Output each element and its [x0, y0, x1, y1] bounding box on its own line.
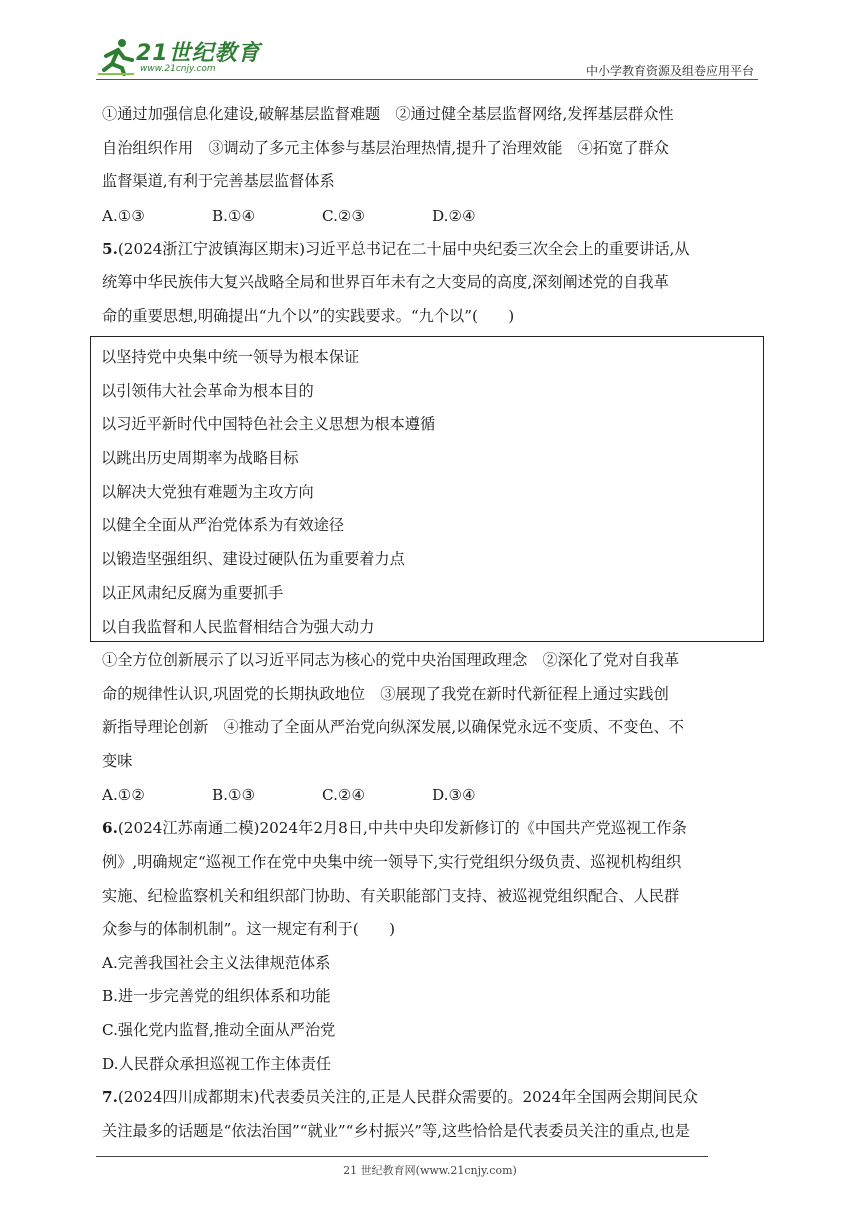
q5-option-b: B.①③	[212, 786, 256, 805]
question-content	[102, 98, 762, 334]
q5-stem-line: 5.(2024浙江宁波镇海区期末)习近平总书记在二十届中央纪委三次全会上的重要讲话,从	[102, 239, 690, 258]
box-item: 以正风肃纪反腐为重要抓手	[101, 583, 284, 602]
box-item: 以锻造坚强组织、建设过硬队伍为重要着力点	[101, 550, 405, 569]
q6-stem-line: 实施、纪检监察机关和组织部门协助、有关职能部门支持、被巡视党组织配合、人民群	[102, 886, 680, 905]
question-content-continued	[102, 644, 762, 1148]
q5-stem-line: 命的重要思想,明确提出“九个以”的实践要求。“九个以”( )	[102, 306, 515, 325]
q5-number: 5.	[102, 239, 118, 258]
q6-number: 6.	[102, 819, 118, 838]
q4-option-a: A.①③	[102, 206, 146, 225]
q5-option-c: C.②④	[322, 786, 366, 805]
q7-stem-line: 关注最多的话题是“依法治国”“就业”“乡村振兴”等,这些恰恰是代表委员关注的重点,也是	[102, 1121, 690, 1140]
q4-option-d: D.②④	[432, 206, 476, 225]
q4-statement-line: 监督渠道,有利于完善基层监督体系	[102, 172, 335, 191]
q5-statement-line: 变味	[102, 751, 133, 770]
q5-option-a: A.①②	[102, 786, 146, 805]
q5-statement-line: 新指导理论创新 ④推动了全面从严治党向纵深发展,以确保党永远不变质、不变色、不	[102, 718, 684, 737]
logo-text: 21世纪教育	[136, 41, 261, 66]
q5-statement-line: ①全方位创新展示了以习近平同志为核心的党中央治国理政理念 ②深化了党对自我革	[102, 651, 680, 669]
q7-number: 7.	[102, 1088, 118, 1107]
q5-option-d: D.③④	[432, 786, 476, 805]
box-item: 以跳出历史周期率为战略目标	[101, 449, 299, 468]
header-divider	[96, 79, 758, 80]
platform-name: 中小学教育资源及组卷应用平台	[585, 64, 754, 78]
runner-logo-icon	[96, 36, 136, 76]
q6-stem-line: 例》,明确规定“巡视工作在党中央集中统一领导下,实行党组织分级负责、巡视机构组织	[102, 852, 682, 871]
q6-option-a: A.完善我国社会主义法律规范体系	[102, 953, 331, 972]
q5-stem-line: 统筹中华民族伟大复兴战略全局和世界百年未有之大变局的高度,深刻阐述党的自我革	[102, 273, 669, 292]
q6-stem-line: 6.(2024江苏南通二模)2024年2月8日,中共中央印发新修订的《中国共产党巡视工作条	[102, 819, 687, 838]
q6-option-c: C.强化党内监督,推动全面从严治党	[102, 1020, 336, 1039]
q6-stem-line: 众参与的体制机制”。这一规定有利于( )	[102, 920, 395, 939]
box-item: 以习近平新时代中国特色社会主义思想为根本遵循	[101, 415, 436, 434]
box-item: 以解决大党独有难题为主攻方向	[101, 482, 314, 501]
q4-option-c: C.②③	[322, 206, 366, 225]
q5-options	[102, 778, 762, 812]
q7-stem-line: 7.(2024四川成都期末)代表委员关注的,正是人民群众需要的。2024年全国两会期间民众	[102, 1088, 698, 1107]
page-header	[96, 30, 758, 82]
q6-option-b: B.进一步完善党的组织体系和功能	[102, 987, 331, 1006]
q5-statement-line: 命的规律性认识,巩固党的长期执政地位 ③展现了我党在新时代新征程上通过实践创	[102, 684, 669, 703]
q6-option-d: D.人民群众承担巡视工作主体责任	[102, 1054, 332, 1073]
q4-statement-line: 自治组织作用 ③调动了多元主体参与基层治理热情,提升了治理效能 ④拓宽了群众	[102, 138, 669, 157]
q4-option-b: B.①④	[212, 206, 256, 225]
box-item: 以自我监督和人民监督相结合为强大动力	[101, 617, 375, 636]
logo-url: www.21cnjy.com	[140, 64, 216, 74]
box-item: 以引领伟大社会革命为根本目的	[101, 381, 314, 400]
footer-divider	[96, 1156, 708, 1157]
logo	[96, 34, 266, 78]
q4-statement-line: ①通过加强信息化建设,破解基层监督难题 ②通过健全基层监督网络,发挥基层群众性	[102, 105, 674, 123]
q4-options	[102, 199, 762, 233]
page-footer: 21 世纪教育网(www.21cnjy.com)	[343, 1164, 517, 1177]
nine-principles-box	[90, 336, 764, 642]
box-item: 以坚持党中央集中统一领导为根本保证	[101, 348, 360, 366]
box-item: 以健全全面从严治党体系为有效途径	[101, 516, 344, 535]
